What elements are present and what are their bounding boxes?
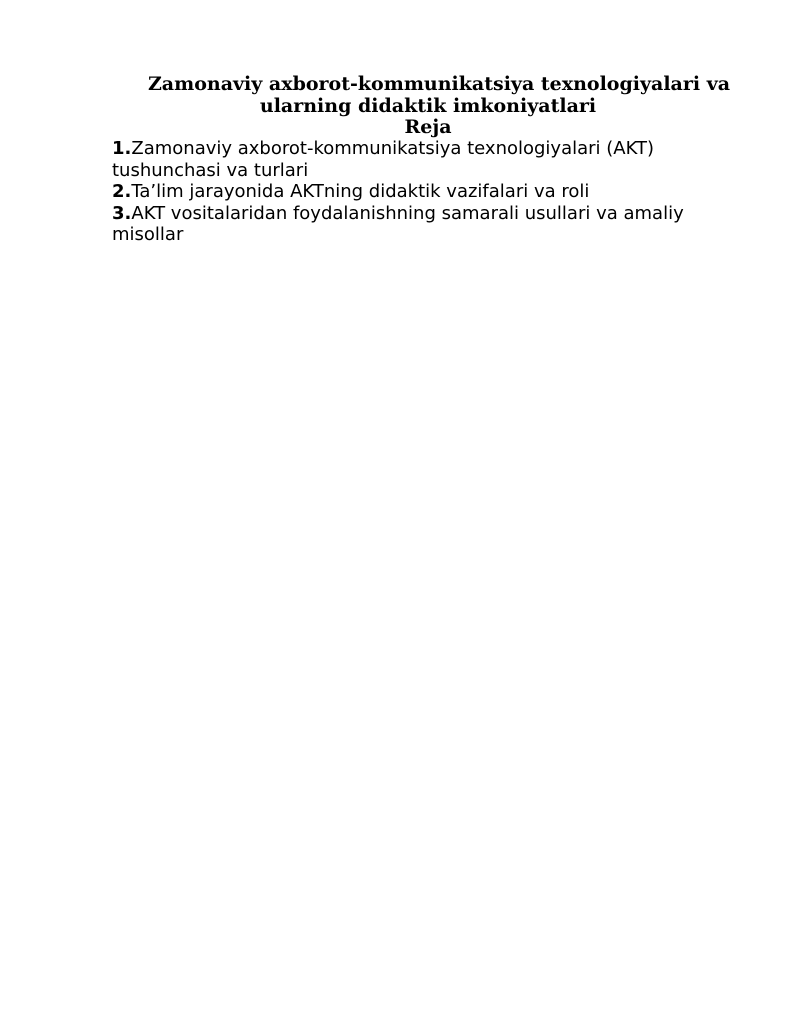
plan-list xyxy=(112,138,732,246)
document-title-line-2: ularning didaktik imkoniyatlari xyxy=(259,94,597,117)
plan-item xyxy=(112,138,732,181)
plan-item-number: 1. xyxy=(112,138,132,159)
plan-item-number: 2. xyxy=(112,181,132,202)
plan-item-text: AKT vositalaridan foydalanishning samarali usullari va amaliy misollar xyxy=(112,202,684,245)
document-title-line-1: Zamonaviy axborot-kommunikatsiya texnologiyalari va xyxy=(147,73,731,95)
plan-item xyxy=(112,181,732,203)
plan-item xyxy=(112,203,732,246)
title-block xyxy=(112,74,744,139)
plan-item-number: 3. xyxy=(112,202,132,224)
plan-heading: Reja xyxy=(404,116,452,138)
plan-item-text: Ta’lim jarayonida AKTning didaktik vazifalari va roli xyxy=(131,181,590,202)
plan-item-text: Zamonaviy axborot-kommunikatsiya texnologiyalari (AKT) tushunchasi va turlari xyxy=(112,138,655,181)
